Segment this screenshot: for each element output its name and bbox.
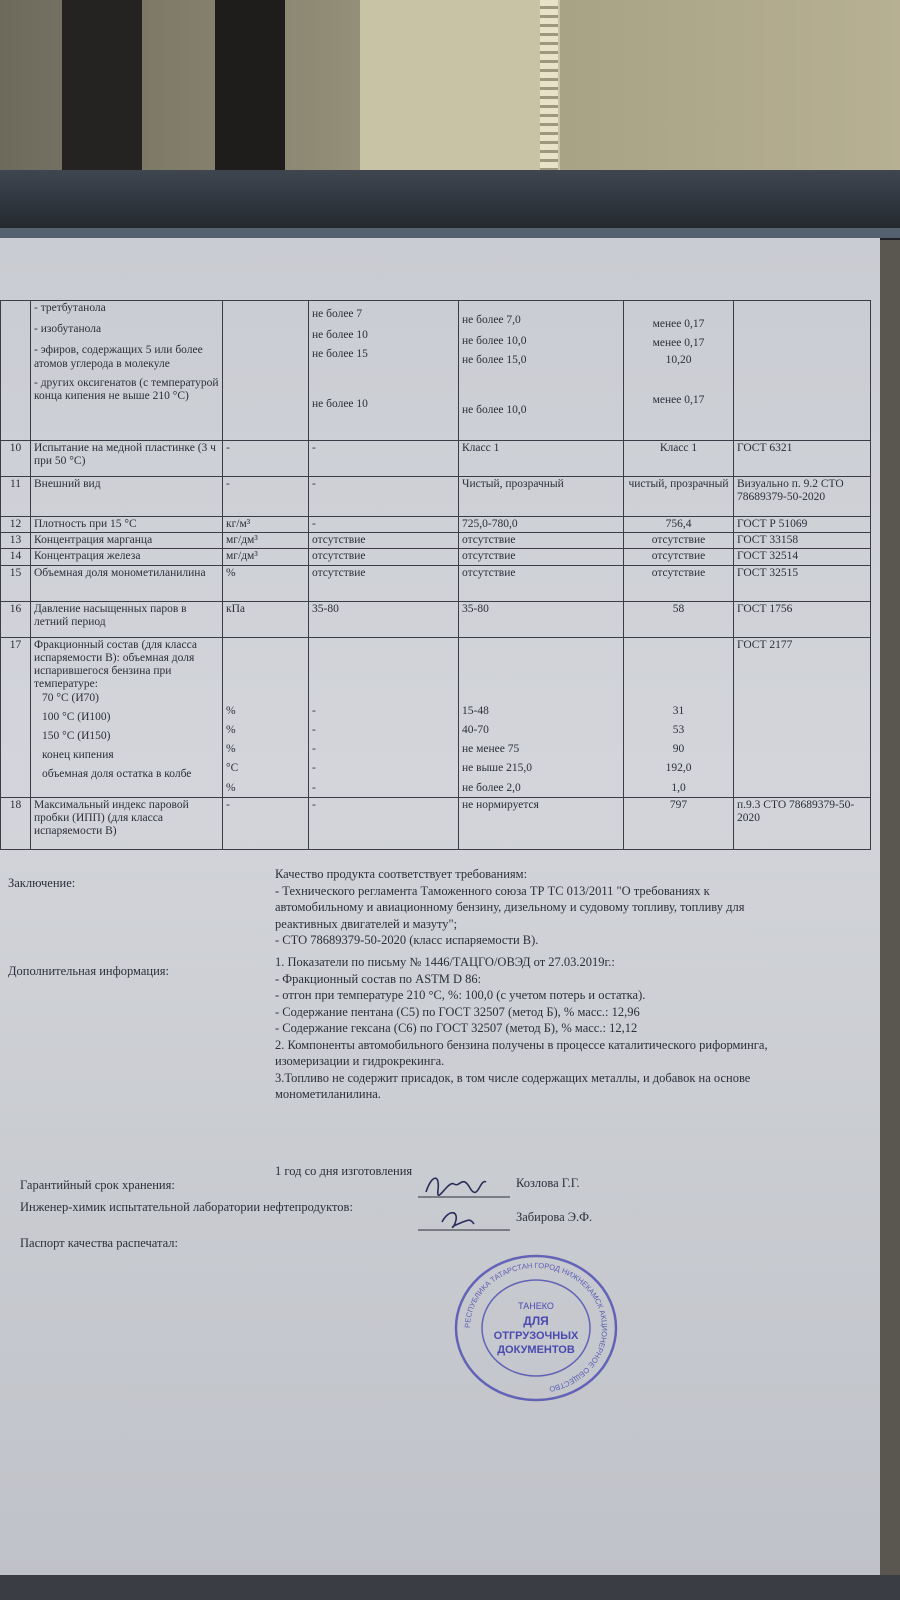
property-name: Концентрация марганца [31,533,223,549]
property-sub: 150 °С (И150) [42,729,111,742]
method-cell: ГОСТ Р 51069 [734,517,871,533]
row-number [1,301,31,441]
background-door [360,0,560,190]
engineer-name: Козлова Г.Г. [516,1176,580,1190]
unit-cell: - [223,477,309,517]
norm-value: 15-48 [462,704,489,717]
additional-line: - Фракционный состав по ASTM D 86: [275,971,482,986]
norm-value: - [312,762,316,775]
result-value: менее 0,17 [652,393,705,406]
method-cell [734,301,871,441]
row-number: 10 [1,441,31,477]
result-value: 53 [672,723,685,736]
table-row [1,441,871,477]
stamp-line: ОТГРУЗОЧНЫХ [493,1330,579,1342]
row-number: 14 [1,549,31,565]
unit-value: % [226,781,236,794]
norm-value: не более 10 [312,329,368,342]
unit-cell: - [223,797,309,849]
row-number: 11 [1,477,31,517]
background-bead-curtain [540,0,558,190]
table-row [1,533,871,549]
additional-line: - отгон при температуре 210 °С, %: 100,0 (с учетом потерь и остатка). [275,988,646,1002]
norm-tr-cell: - [309,517,459,533]
property-name [31,301,223,441]
norm-sto-cell: Чистый, прозрачный [459,477,624,517]
norm-value: не более 10,0 [462,403,527,416]
norm-sto-cell: отсутствие [459,533,624,549]
result-cell: чистый, прозрачный [624,477,734,517]
result-cell: 756,4 [624,517,734,533]
result-cell [624,301,734,441]
table-row [1,565,871,601]
warranty-label: Гарантийный срок хранения: [20,1178,175,1192]
binder-bottom [0,1575,900,1600]
norm-tr-cell: отсутствие [309,549,459,565]
norm-value: не более 10,0 [462,335,527,348]
result-cell: отсутствие [624,533,734,549]
norm-value: 40-70 [462,723,489,736]
result-cell: 797 [624,797,734,849]
engineer-label: Инженер-химик испытательной лаборатории нефтепродуктов: [20,1200,353,1214]
result-cell: Класс 1 [624,441,734,477]
properties-table [0,300,871,850]
additional-line: 1. Показатели по письму № 1446/ТАЦГО/ОВЭД от 27.03.2019г.: [275,955,615,969]
result-value: 192,0 [665,762,692,775]
unit-cell [223,301,309,441]
norm-value: не выше 215,0 [462,762,532,775]
norm-tr-cell [309,301,459,441]
property-sub: - изобутанола [34,323,102,336]
method-cell: п.9.3 СТО 78689379-50-2020 [734,797,871,849]
stamp-ring-text: РЕСПУБЛИКА ТАТАРСТАН ГОРОД НИЖНЕКАМСК АКЦИОНЕРНОЕ ОБЩЕСТВО [462,1260,610,1394]
norm-value: - [312,723,316,736]
binder-edge [0,228,900,238]
additional-line: 3.Топливо не содержит присадок, в том числе содержащих металлы, и добавок на основе [275,1070,751,1085]
norm-sto-cell: не нормируется [459,797,624,849]
unit-cell: - [223,441,309,477]
result-value: менее 0,17 [652,337,705,350]
norm-value: не более 7 [312,308,363,320]
unit-value: % [226,743,236,756]
norm-sto-cell [459,637,624,797]
norm-sto-cell [459,301,624,441]
property-sub: - других оксигенатов (с температурой конца кипения не выше 210 °С) [34,376,219,403]
norm-tr-cell: отсутствие [309,533,459,549]
norm-tr-cell [309,637,459,797]
property-sub: 70 °С (И70) [42,691,99,704]
norm-tr-cell: отсутствие [309,565,459,601]
table-row [1,797,871,849]
table-row [1,601,871,637]
result-cell: отсутствие [624,549,734,565]
result-value: 1,0 [671,781,686,794]
property-sub: конец кипения [42,749,114,762]
conclusion-label: Заключение: [8,876,76,890]
norm-sto-cell: 725,0-780,0 [459,517,624,533]
property-name: Объемная доля монометиланилина [31,565,223,601]
unit-value: % [226,723,236,736]
method-cell: ГОСТ 6321 [734,441,871,477]
norm-value: не более 15 [312,348,368,361]
additional-line: - Содержание пентана (С5) по ГОСТ 32507 (метод Б), % масс.: 12,96 [275,1004,640,1019]
result-value: 31 [672,704,685,717]
company-stamp [452,1253,620,1403]
result-cell: 58 [624,601,734,637]
norm-value: не менее 75 [462,743,520,756]
method-cell: ГОСТ 32515 [734,565,871,601]
row-number: 15 [1,565,31,601]
result-value: 90 [672,743,685,756]
result-value: менее 0,17 [652,318,705,330]
method-cell: ГОСТ 1756 [734,601,871,637]
unit-cell: кг/м³ [223,517,309,533]
property-name: Испытание на медной пластинке (3 ч при 50 °С) [31,441,223,477]
table-row [1,549,871,565]
conclusion-line: реактивных двигателей и мазуту"; [275,916,458,931]
norm-value: не более 10 [312,397,368,410]
norm-value: не более 7,0 [462,314,521,326]
norm-value: не более 2,0 [462,781,521,794]
unit-cell: мг/дм³ [223,533,309,549]
norm-sto-cell: отсутствие [459,549,624,565]
additional-line: изомеризации и гидрокрекинга. [275,1054,445,1068]
row-number: 12 [1,517,31,533]
additional-line: - Содержание гексана (С6) по ГОСТ 32507 (метод Б), % масс.: 12,12 [275,1021,638,1035]
row-number: 18 [1,797,31,849]
norm-sto-cell: 35-80 [459,601,624,637]
result-value: 10,20 [665,354,692,367]
result-cell: отсутствие [624,565,734,601]
property-name: Концентрация железа [31,549,223,565]
table-row [1,301,871,441]
engineer-signature [418,1170,513,1200]
property-title: Фракционный состав (для класса испаряемости В): объемная доля испарившегося бензина при температуре: [34,638,197,691]
table-row [1,477,871,517]
method-cell: ГОСТ 2177 [734,637,871,797]
property-name: Давление насыщенных паров в летний период [31,601,223,637]
additional-info-text [275,954,845,1103]
norm-tr-cell: - [309,441,459,477]
warranty-value: 1 год со дня изготовления [275,1164,413,1178]
norm-value: - [312,743,316,756]
property-sub: - третбутанола [34,302,106,314]
norm-value: - [312,704,316,717]
unit-value: °С [226,762,239,775]
unit-value: % [226,704,236,717]
method-cell: ГОСТ 33158 [734,533,871,549]
printer-signature [418,1204,513,1234]
additional-line: монометиланилина. [275,1087,381,1101]
property-sub: - эфиров, содержащих 5 или более атомов углерода в молекуле [34,344,203,370]
norm-tr-cell: - [309,477,459,517]
row-number: 16 [1,601,31,637]
property-sub: объемная доля остатка в колбе [42,768,192,781]
unit-cell: % [223,565,309,601]
additional-line: 2. Компоненты автомобильного бензина получены в процессе каталитического риформинга, [275,1037,768,1052]
conclusion-line: автомобильному и авиационному бензину, дизельному и судовому топливу, топливу для [275,900,745,914]
norm-value: - [312,781,316,794]
printed-by-label: Паспорт качества распечатал: [20,1236,179,1250]
stamp-line: ДЛЯ [523,1314,549,1328]
norm-tr-cell: 35-80 [309,601,459,637]
background-window-frame [215,0,285,180]
result-cell [624,637,734,797]
unit-cell: кПа [223,601,309,637]
conclusion-text [275,866,835,949]
row-number: 13 [1,533,31,549]
printer-name: Забирова Э.Ф. [516,1210,593,1224]
property-name [31,637,223,797]
property-name: Плотность при 15 °С [31,517,223,533]
table-row-fractional [1,637,871,797]
method-cell: ГОСТ 32514 [734,549,871,565]
unit-cell: мг/дм³ [223,549,309,565]
property-name: Максимальный индекс паровой пробки (ИПП) (для класса испаряемости В) [31,797,223,849]
stamp-line: ДОКУМЕНТОВ [497,1344,575,1356]
method-cell: Визуально п. 9.2 СТО 78689379-50-2020 [734,477,871,517]
norm-value: не более 15,0 [462,354,527,367]
background-window-frame [62,0,142,175]
property-sub: 100 °С (И100) [42,710,111,723]
conclusion-line: - СТО 78689379-50-2020 (класс испаряемости В). [275,933,539,947]
stamp-company: ТАНЕКО [518,1301,554,1311]
quality-passport-sheet [0,238,880,1583]
norm-sto-cell: отсутствие [459,565,624,601]
norm-tr-cell: - [309,797,459,849]
conclusion-line: - Технического регламента Таможенного союза ТР ТС 013/2011 "О требованиях к [275,883,710,898]
row-number: 17 [1,637,31,797]
additional-info-label: Дополнительная информация: [8,964,169,978]
conclusion-line: Качество продукта соответствует требованиям: [275,867,528,881]
table-row [1,517,871,533]
property-name: Внешний вид [31,477,223,517]
norm-sto-cell: Класс 1 [459,441,624,477]
unit-cell [223,637,309,797]
